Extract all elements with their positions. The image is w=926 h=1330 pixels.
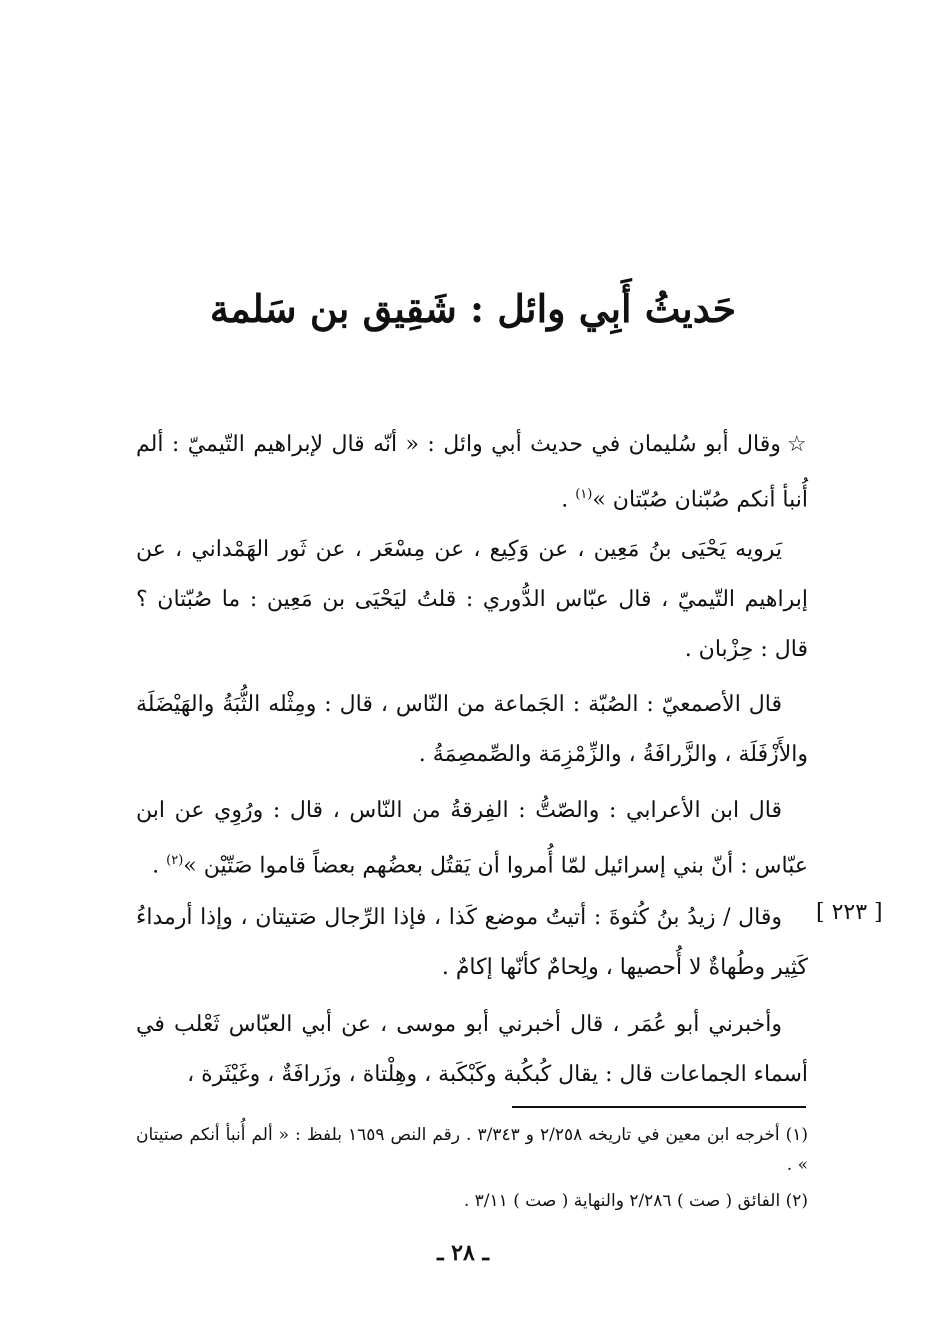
page-title: حَديثُ أَبِي وائل : شَقِيق بن سَلمة: [209, 286, 737, 332]
footnote-ref-2[interactable]: (٢): [166, 853, 184, 868]
footnote-2: (٢) الفائق ( صت ) ٢/٢٨٦ والنهاية ( صت ) ٣/١١ .: [463, 1191, 808, 1211]
margin-page-reference: [ ٢٢٣ ]: [816, 900, 883, 925]
paragraph-2: [136, 525, 808, 675]
paragraph-4-end: .: [152, 853, 167, 879]
paragraph-1: [136, 420, 808, 525]
footnote-divider: [512, 1106, 806, 1108]
paragraph-6: [136, 1000, 808, 1100]
paragraph-1-end: .: [561, 487, 576, 513]
paragraph-6-text: وأخبرني أبو عُمَر ، قال أخبرني أبو موسى ، عن أبي العبّاس ثَعْلب في أسماء الجماعات قال : يقال كُبكُبة وكَبْكَبة ، وهِلْتاة ، وزَرافَةٌ ، وغَيْثَرة ،: [136, 1012, 808, 1087]
paragraph-5-text: وقال / زيدُ بنُ كُثوةَ : أتيتُ موضع كَذا ، فإذا الرِّجال صَتيتان ، وإذا أرمداءُ كَثِير وطُهاةٌ لا أُحصيها ، ولِحامٌ كأنّها إكامٌ .: [136, 905, 808, 980]
footnote-ref-1[interactable]: (١): [575, 487, 593, 502]
paragraph-4-text: قال ابن الأعرابي : والصّتُّ : الفِرقةُ من النّاس ، قال : ورُوِي عن ابن عبّاس : أنّ بني إسرائيل لمّا أُمروا أن يَقتُل بعضُهم بعضاً قاموا صَتّيْن »: [136, 798, 808, 879]
paragraph-2-text: يَرويه يَحْيَى بنُ مَعِين ، عن وَكِيع ، عن مِسْعَر ، عن ثَور الهَمْداني ، عن إبراهيم التّيميّ ، قال عبّاس الدُّوري : قلتُ ليَحْيَى بن مَعِين : ما صُبّتان ؟ قال : حِزْبان .: [136, 537, 808, 662]
page-number: ـ ٢٨ ـ: [437, 1240, 489, 1266]
paragraph-1-text: وقال أبو سُليمان في حديث أبي وائل : « أنّه قال لإبراهيم التّيميّ : ألم أُنبأ أنكم صُبّنان صُبّتان »: [136, 432, 808, 513]
footnote-1: (١) أخرجه ابن معين في تاريخه ٢/٢٥٨ و ٣/٣٤٣ . رقم النص ١٦٥٩ بلفظ : « ألم أُنبأ أنكم صتيتان » .: [136, 1125, 808, 1175]
paragraph-3-text: قال الأصمعيّ : الصُبّة : الجَماعة من النّاس ، قال : ومِثْله الثُّبَةُ والهَيْضَلَة والأَزْفَلَة ، والزَّرافَةُ ، والزِّمْزِمَة والصِّمصِمَةُ .: [136, 692, 808, 767]
star-marker: ☆: [786, 432, 808, 457]
paragraph-3: [136, 680, 808, 780]
footnotes: [136, 1120, 808, 1222]
paragraph-5: [136, 893, 808, 993]
paragraph-4: [136, 786, 808, 891]
